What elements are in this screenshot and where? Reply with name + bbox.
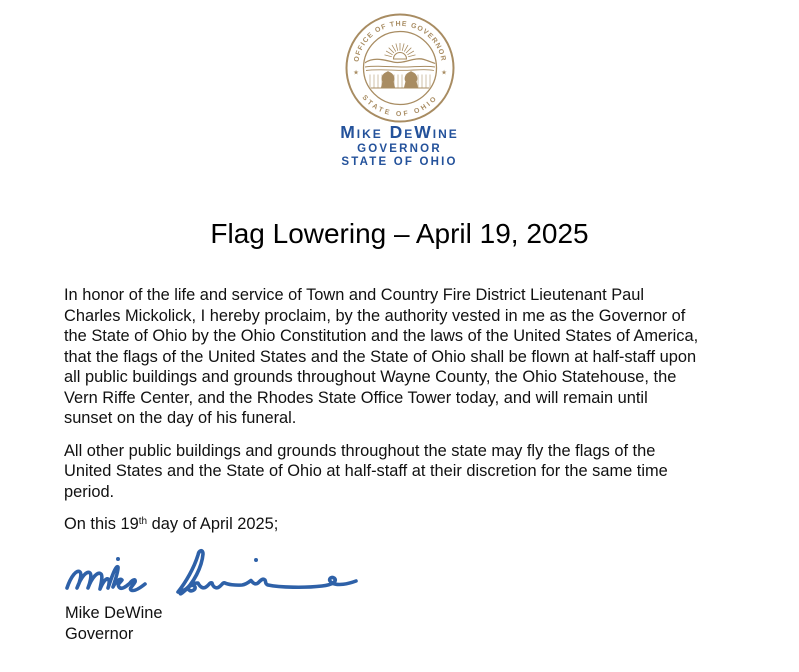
- paragraph-line: sunset on the day of his funeral.: [64, 409, 297, 427]
- paragraph-line: All other public buildings and grounds throughout the state may fly the flags of the: [64, 441, 656, 460]
- paragraph-line: United States and the State of Ohio at half-staff at their discretion for the same time: [64, 462, 668, 480]
- paragraph-line: Vern Riffe Center, and the Rhodes State Office Tower today, and will remain until: [64, 388, 648, 407]
- date-line: [64, 514, 744, 538]
- paragraph-line: the State of Ohio by the Ohio Constitution and the laws of the United States of America,: [64, 327, 699, 345]
- seal-outer-ring: [346, 15, 453, 122]
- signature-first-name: [67, 567, 145, 591]
- signature-graphic: [60, 546, 360, 608]
- signoff-name: Mike DeWine: [65, 604, 163, 622]
- seal-ring-top-text: OFFICE OF THE GOVERNOR: [352, 20, 447, 63]
- letterhead-state: STATE OF OHIO: [341, 156, 458, 168]
- proclamation-body: [64, 285, 744, 537]
- arrow-sheaf-icon: [404, 71, 418, 87]
- signature-i-dot: [116, 557, 120, 561]
- page-title: Flag Lowering – April 19, 2025: [210, 218, 589, 249]
- seal-ring-bottom-text: STATE OF OHIO: [359, 94, 440, 118]
- paragraph-2: [64, 441, 744, 503]
- governor-signature: [60, 546, 360, 608]
- seal-graphic: [344, 12, 456, 124]
- field-hatch: [370, 75, 430, 88]
- letterhead-name: Mike DeWine: [340, 122, 459, 142]
- star-icon: ★: [440, 69, 447, 77]
- paragraph-1: [64, 285, 744, 429]
- paragraph-line: that the flags of the United States and the State of Ohio shall be flown at half-staff upon: [64, 347, 697, 366]
- seal-inner-ring: [363, 32, 436, 105]
- signoff-title: Governor: [65, 624, 134, 643]
- ordinal-suffix: th: [138, 515, 148, 527]
- ohio-governor-seal: [344, 12, 456, 124]
- sun-icon: [393, 53, 406, 59]
- star-icon: ★: [352, 69, 359, 77]
- seal-emblem: [364, 43, 435, 88]
- river-line: [366, 70, 434, 71]
- paragraph-line: all public buildings and grounds throughout Wayne County, the Ohio Statehouse, the: [64, 368, 677, 386]
- date-suffix: day of April 2025;: [147, 514, 279, 533]
- signoff-block: [65, 603, 162, 644]
- sun-rays: [384, 43, 415, 57]
- signature-last-name: [178, 551, 356, 594]
- paragraph-line: Charles Mickolick, I hereby proclaim, by the authority vested in me as the Governor of: [64, 306, 686, 325]
- river-line: [365, 66, 435, 67]
- date-prefix: On this 19: [64, 514, 139, 533]
- wheat-sheaf-icon: [381, 71, 395, 87]
- paragraph-line: In honor of the life and service of Town and Country Fire District Lieutenant Paul: [64, 286, 645, 304]
- paragraph-line: period.: [64, 482, 115, 501]
- letterhead-governor: GOVERNOR: [357, 143, 442, 155]
- signature-i-dot: [254, 558, 258, 562]
